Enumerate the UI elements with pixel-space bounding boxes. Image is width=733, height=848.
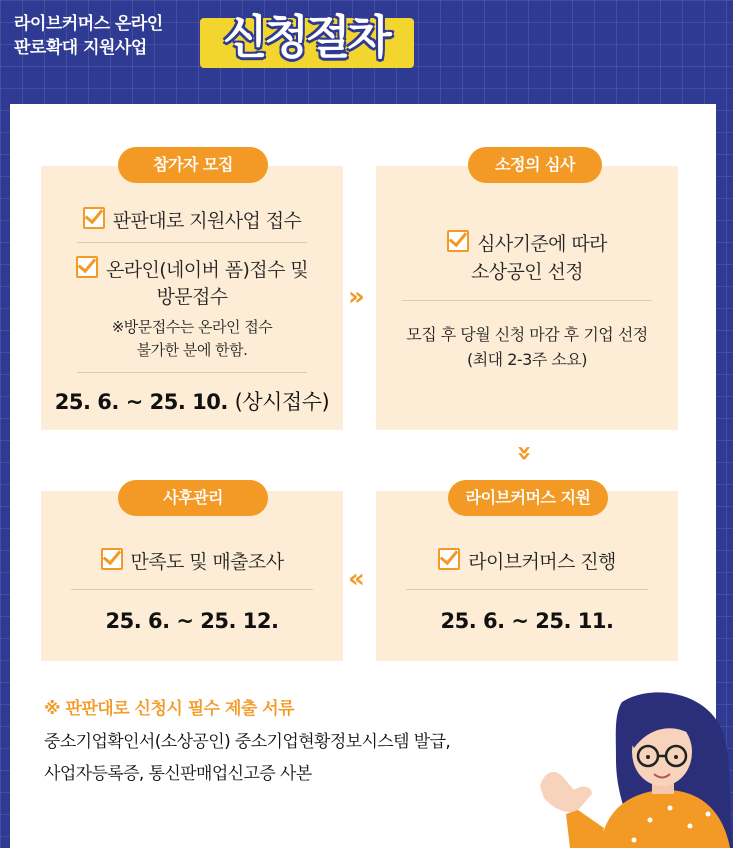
recruit-note-line1: ※방문접수는 온라인 접수 [111,318,273,336]
page-title-block [196,6,416,72]
checkbox-icon [447,230,469,252]
program-name-line1: 라이브커머스 온라인 [14,14,163,34]
step-label-recruit: 참가자 모집 [118,147,268,183]
arrow-right-icon: » [348,282,365,312]
divider [77,372,307,373]
recruit-note-line2: 불가한 분에 한함. [136,341,248,359]
step-card-recruit [41,166,343,430]
review-desc-line2: (최대 2-3주 소요) [466,350,588,369]
review-desc-line1: 모집 후 당월 신청 마감 후 기업 선정 [406,325,648,344]
step-card-after [41,491,343,661]
recruit-item2 [41,256,343,311]
step-card-live [376,491,678,661]
recruit-item2-line2: 방문접수 [156,286,228,308]
divider [402,300,652,301]
review-desc [376,322,678,372]
program-name-line2: 판로확대 지원사업 [14,38,147,58]
checkbox-icon [83,207,105,229]
live-item1-text: 라이브커머스 진행 [468,551,616,573]
review-item1-line1: 심사기준에 따라 [477,233,607,255]
live-date: 25. 6. ~ 25. 11. [440,609,614,633]
documents-list [44,726,450,790]
step-label-after: 사후관리 [118,480,268,516]
recruit-item1-text: 판판대로 지원사업 접수 [112,210,302,232]
divider [71,589,313,590]
recruit-note [41,316,343,362]
documents-line2: 사업자등록증, 통신판매업신고증 사본 [44,764,312,784]
recruit-date-suffix: (상시접수) [234,390,330,414]
documents-title: ※ 판판대로 신청시 필수 제출 서류 [44,699,295,719]
arrow-down-icon: » [509,444,540,462]
recruit-item1 [41,206,343,233]
after-date: 25. 6. ~ 25. 12. [105,609,279,633]
girl-illustration [530,690,733,848]
checkbox-icon [76,256,98,278]
recruit-date: 25. 6. ~ 25. 10. [54,390,228,414]
page-title: 신청절차 [223,10,389,64]
live-item1 [376,547,678,574]
step-label-review: 소정의 심사 [468,147,602,183]
step-card-review [376,166,678,430]
checkbox-icon [438,548,460,570]
divider [77,242,307,243]
program-name [14,12,163,60]
review-item1-line2: 소상공인 선정 [471,261,583,283]
documents-line1: 중소기업확인서(소상공인) 중소기업현황정보시스템 발급, [44,732,451,752]
after-item1-text: 만족도 및 매출조사 [130,551,284,573]
arrow-left-icon: « [348,564,365,594]
checkbox-icon [101,548,123,570]
recruit-item2-line1: 온라인(네이버 폼)접수 및 [105,259,309,281]
after-item1 [41,547,343,574]
step-label-live: 라이브커머스 지원 [448,480,608,516]
recruit-period [41,386,343,416]
review-item1 [376,230,678,286]
divider [406,589,648,590]
